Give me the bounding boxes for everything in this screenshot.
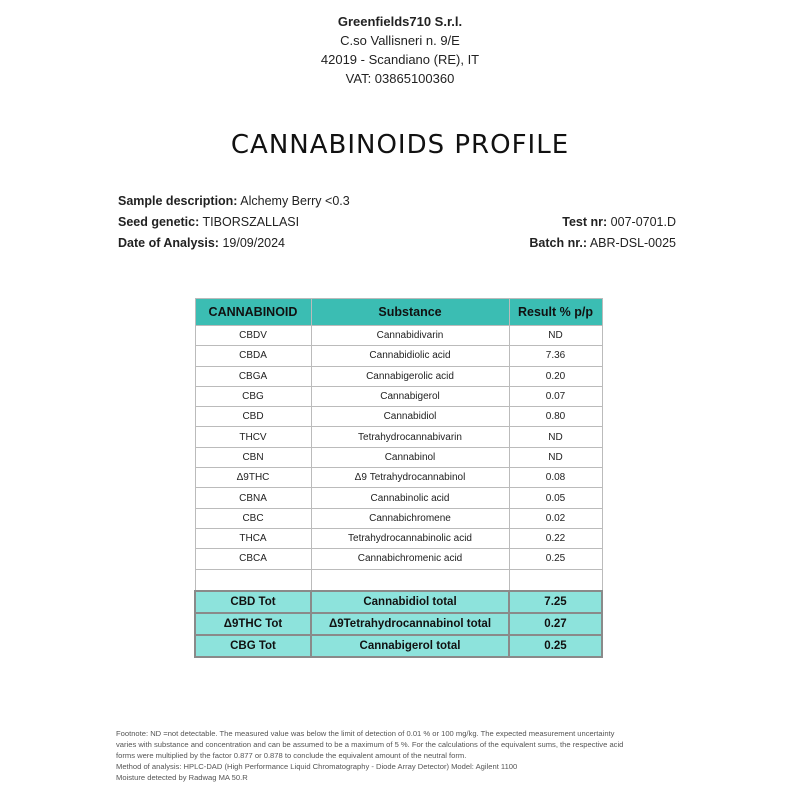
empty-row xyxy=(195,569,602,591)
result-cell: 0.02 xyxy=(509,508,602,528)
total-cannabinoid-cell: CBD Tot xyxy=(195,591,311,613)
result-cell: ND xyxy=(509,326,602,346)
page-title: CANNABINOIDS PROFILE xyxy=(230,130,570,160)
result-cell: ND xyxy=(509,447,602,467)
table-row xyxy=(195,326,602,346)
company-vat: VAT: 03865100360 xyxy=(345,71,455,86)
total-cannabinoid-cell: Δ9THC Tot xyxy=(195,613,311,635)
date-of-analysis xyxy=(118,233,285,254)
total-result-cell: 0.25 xyxy=(509,635,602,657)
substance-cell: Cannabinolic acid xyxy=(311,488,509,508)
footnote-line: forms were multiplied by the factor 0.877 or 0.878 to conclude the equivalent amount of the neutral form. xyxy=(116,751,467,760)
cannabinoid-cell: CBCA xyxy=(195,549,311,569)
table-row xyxy=(195,427,602,447)
result-cell: 0.05 xyxy=(509,488,602,508)
column-header-result: Result % p/p xyxy=(509,299,602,326)
total-substance-cell: Cannabigerol total xyxy=(311,635,509,657)
substance-cell: Cannabigerol xyxy=(311,386,509,406)
footnote xyxy=(116,728,686,783)
cannabinoid-cell: THCV xyxy=(195,427,311,447)
table-row xyxy=(195,468,602,488)
table-row xyxy=(195,407,602,427)
cannabinoid-cell: THCA xyxy=(195,528,311,548)
date-of-analysis-value: 19/09/2024 xyxy=(222,236,285,250)
result-cell: 0.20 xyxy=(509,366,602,386)
company-address-line1: C.so Vallisneri n. 9/E xyxy=(340,33,460,48)
cannabinoid-cell: Δ9THC xyxy=(195,468,311,488)
cannabinoid-cell: CBNA xyxy=(195,488,311,508)
total-row-cbd xyxy=(195,591,602,613)
batch-number-label: Batch nr.: xyxy=(529,236,588,250)
substance-cell: Cannabidiol xyxy=(311,407,509,427)
footnote-line: varies with substance and concentration and can be assumed to be a maximum of 5 %. For the calculations of the equivalent sums, the respective acid xyxy=(116,740,624,749)
substance-cell: Tetrahydrocannabivarin xyxy=(311,427,509,447)
empty-cell xyxy=(509,569,602,591)
substance-cell: Cannabichromenic acid xyxy=(311,549,509,569)
footnote-line: Footnote: ND =not detectable. The measured value was below the limit of detection of 0.01 % or 100 mg/kg. The expected measurement uncertainty xyxy=(116,729,615,738)
total-row-thc xyxy=(195,613,602,635)
test-number-value: 007-0701.D xyxy=(610,215,676,229)
result-cell: 0.80 xyxy=(509,407,602,427)
substance-cell: Cannabidiolic acid xyxy=(311,346,509,366)
substance-cell: Cannabichromene xyxy=(311,508,509,528)
cannabinoid-cell: CBDV xyxy=(195,326,311,346)
cannabinoids-table xyxy=(194,298,603,658)
substance-cell: Cannabinol xyxy=(311,447,509,467)
footnote-line: Method of analysis: HPLC-DAD (High Performance Liquid Chromatography - Diode Array Detector) Model: Agilent 1100 xyxy=(116,762,518,771)
seed-genetic-label: Seed genetic: xyxy=(118,215,200,229)
substance-cell: Δ9 Tetrahydrocannabinol xyxy=(311,468,509,488)
result-cell: ND xyxy=(509,427,602,447)
table-header-row xyxy=(195,299,602,326)
table-row xyxy=(195,447,602,467)
table-row xyxy=(195,488,602,508)
seed-genetic xyxy=(118,212,299,233)
table-row xyxy=(195,528,602,548)
sample-description-value: Alchemy Berry <0.3 xyxy=(240,194,350,208)
table-row xyxy=(195,549,602,569)
total-result-cell: 0.27 xyxy=(509,613,602,635)
substance-cell: Cannabidivarin xyxy=(311,326,509,346)
sample-info xyxy=(118,191,676,254)
table-row xyxy=(195,508,602,528)
date-of-analysis-label: Date of Analysis: xyxy=(118,236,219,250)
company-header xyxy=(0,12,800,88)
cannabinoid-cell: CBG xyxy=(195,386,311,406)
cannabinoid-cell: CBGA xyxy=(195,366,311,386)
cannabinoid-cell: CBD xyxy=(195,407,311,427)
footnote-line: Moisture detected by Radwag MA 50.R xyxy=(116,773,248,782)
total-result-cell: 7.25 xyxy=(509,591,602,613)
total-row-cbg xyxy=(195,635,602,657)
total-cannabinoid-cell: CBG Tot xyxy=(195,635,311,657)
column-header-substance: Substance xyxy=(311,299,509,326)
substance-cell: Cannabigerolic acid xyxy=(311,366,509,386)
cannabinoid-cell: CBC xyxy=(195,508,311,528)
result-cell: 0.07 xyxy=(509,386,602,406)
result-cell: 7.36 xyxy=(509,346,602,366)
result-cell: 0.22 xyxy=(509,528,602,548)
batch-number-value: ABR-DSL-0025 xyxy=(589,236,676,250)
column-header-cannabinoid: CANNABINOID xyxy=(195,299,311,326)
result-cell: 0.08 xyxy=(509,468,602,488)
company-address-line2: 42019 - Scandiano (RE), IT xyxy=(320,52,480,67)
table-row xyxy=(195,346,602,366)
table-row xyxy=(195,366,602,386)
seed-genetic-value: TIBORSZALLASI xyxy=(202,215,300,229)
total-substance-cell: Cannabidiol total xyxy=(311,591,509,613)
test-number xyxy=(562,212,676,233)
table-row xyxy=(195,386,602,406)
test-number-label: Test nr: xyxy=(562,215,608,229)
result-cell: 0.25 xyxy=(509,549,602,569)
company-name: Greenfields710 S.r.l. xyxy=(337,14,463,29)
empty-cell xyxy=(195,569,311,591)
cannabinoid-cell: CBN xyxy=(195,447,311,467)
total-substance-cell: Δ9Tetrahydrocannabinol total xyxy=(311,613,509,635)
sample-description-label: Sample description: xyxy=(118,194,238,208)
cannabinoid-cell: CBDA xyxy=(195,346,311,366)
substance-cell: Tetrahydrocannabinolic acid xyxy=(311,528,509,548)
empty-cell xyxy=(311,569,509,591)
batch-number xyxy=(529,233,676,254)
sample-description xyxy=(118,191,350,212)
